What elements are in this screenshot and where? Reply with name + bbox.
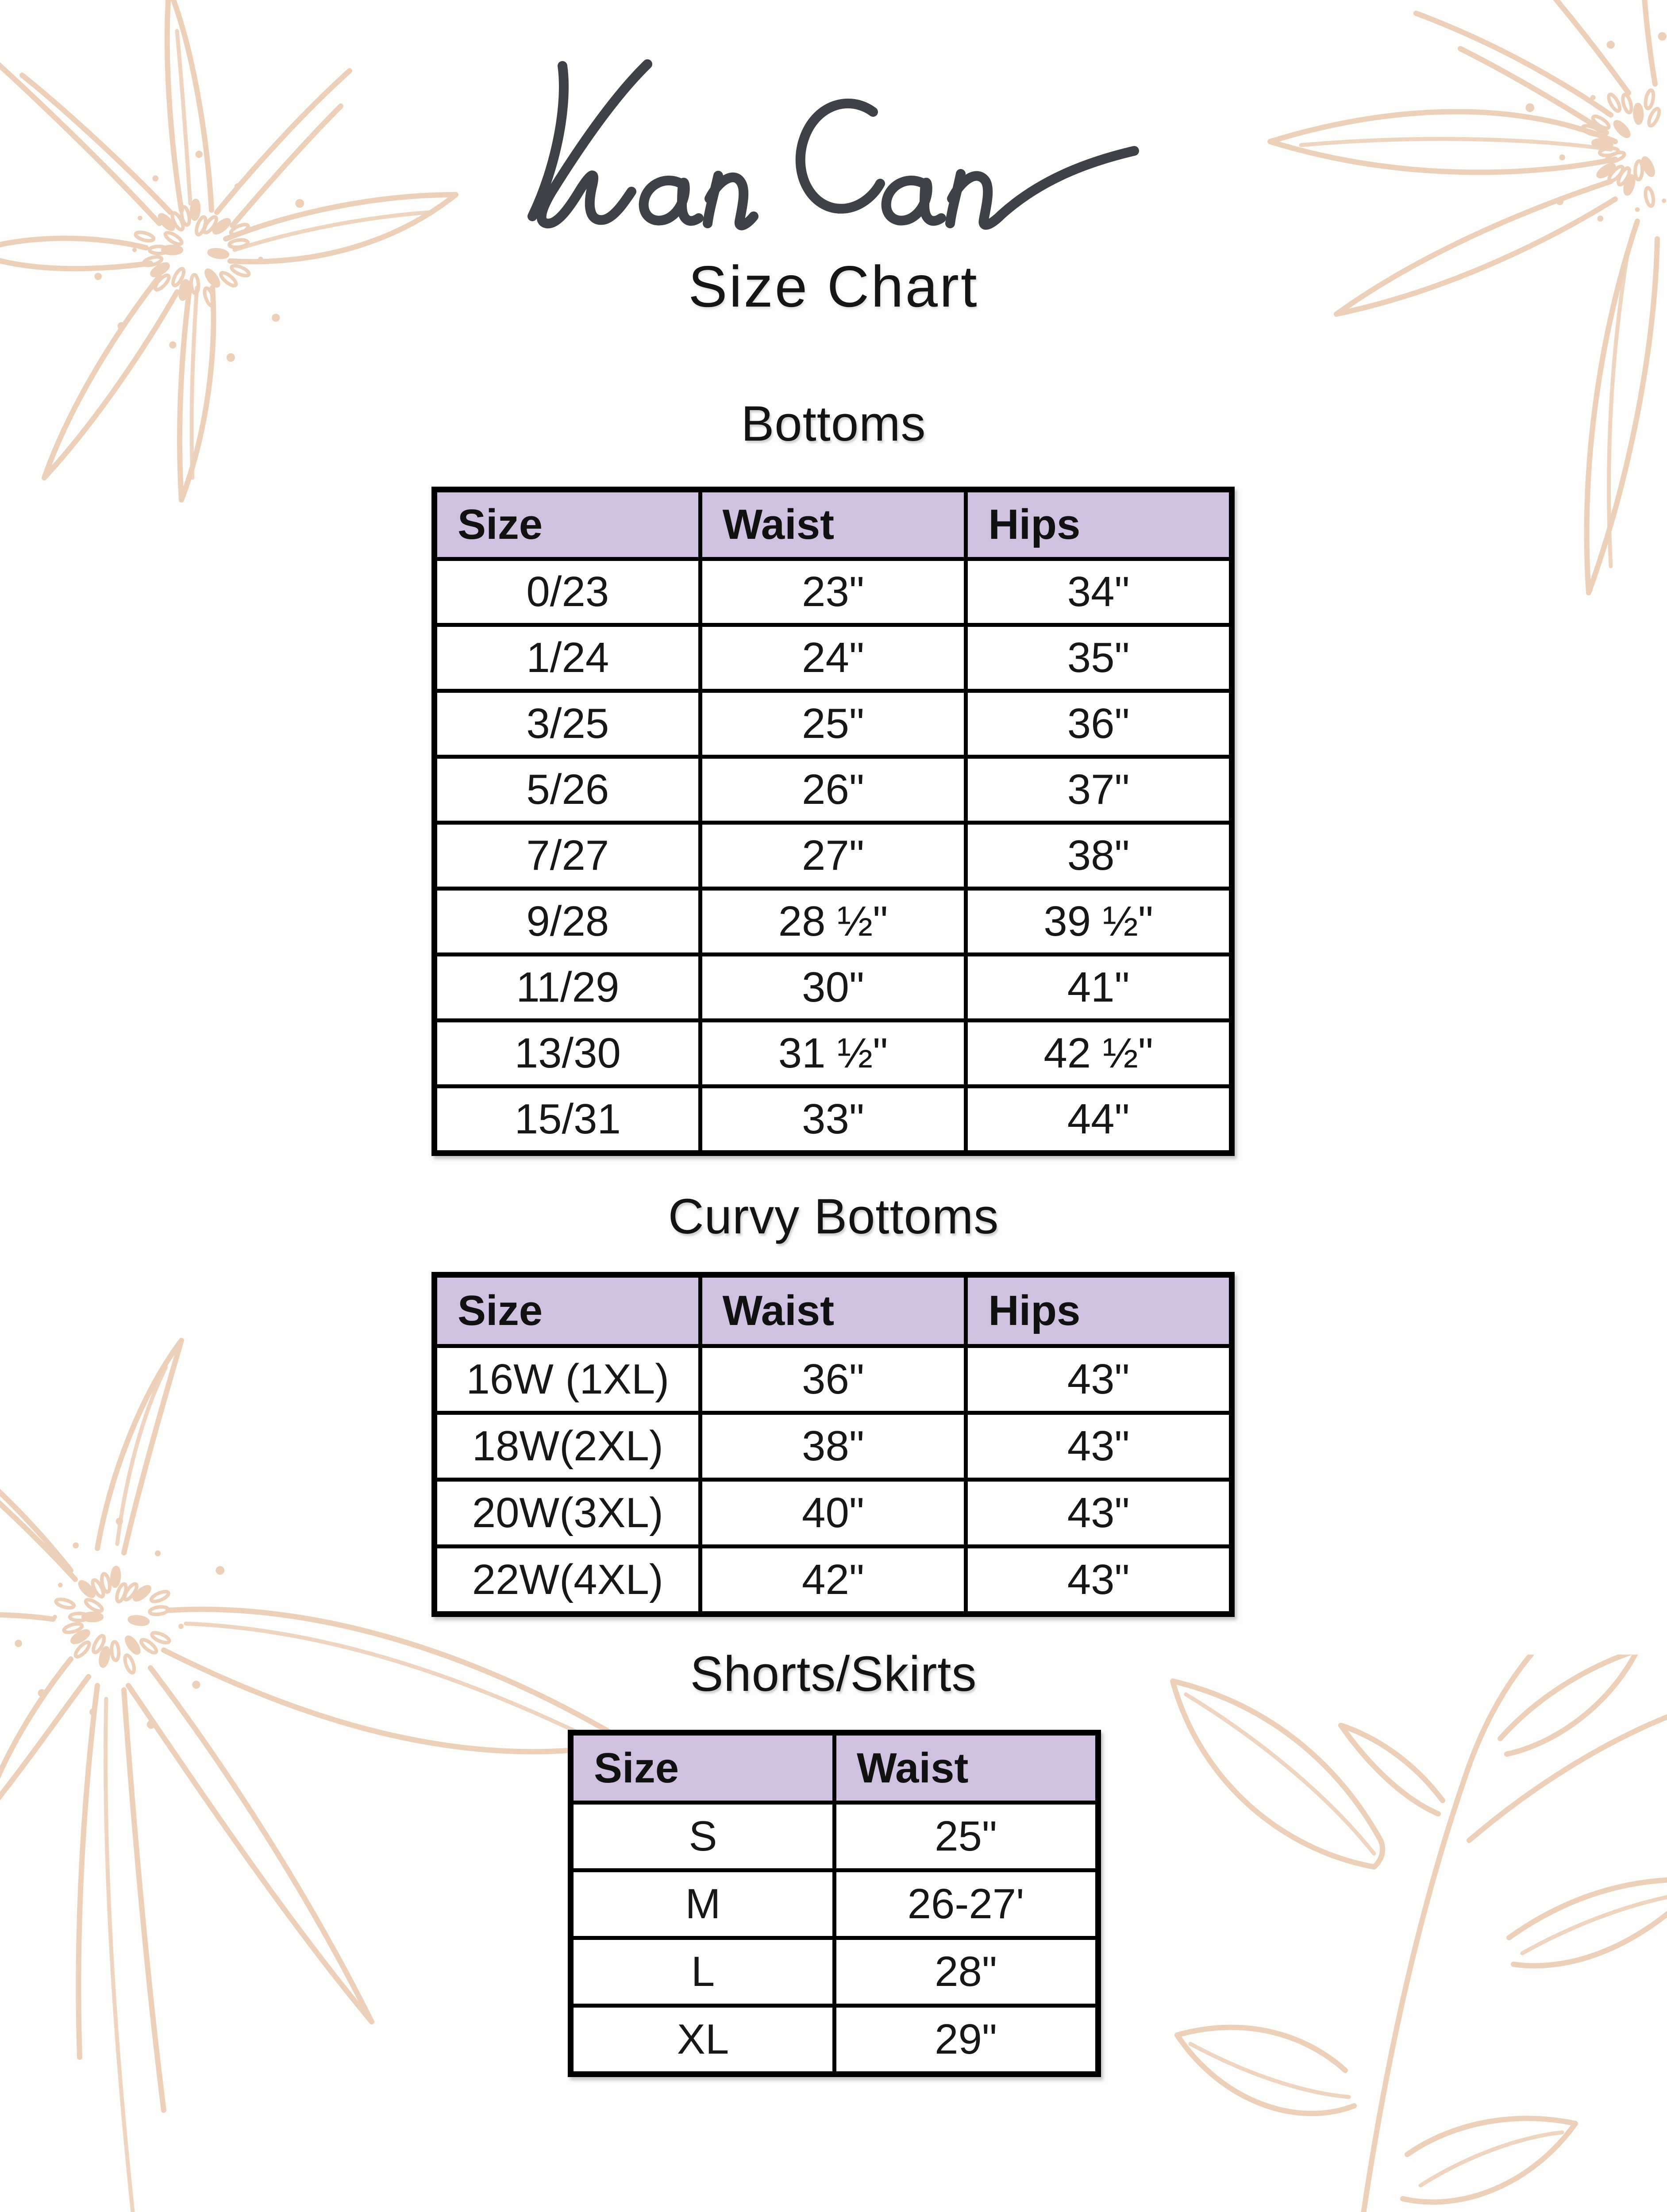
table-row bbox=[571, 1803, 1098, 1870]
table-row bbox=[435, 1547, 1232, 1614]
table-cell: 43" bbox=[966, 1413, 1232, 1480]
column-header: Waist bbox=[700, 490, 966, 559]
table-cell: 43" bbox=[966, 1346, 1232, 1413]
table-cell: 1/24 bbox=[435, 625, 701, 691]
table-cell: 36" bbox=[966, 691, 1232, 757]
table-cell: 15/31 bbox=[435, 1087, 701, 1153]
stamens bbox=[1525, 32, 1666, 222]
table-row bbox=[435, 1480, 1232, 1547]
table-cell: S bbox=[571, 1803, 835, 1870]
table-row bbox=[435, 1087, 1232, 1153]
table-row bbox=[571, 1938, 1098, 2006]
flower-top-right-decoration bbox=[1168, 0, 1667, 690]
table-cell: 42" bbox=[700, 1547, 966, 1614]
table-row bbox=[435, 1021, 1232, 1087]
table-row bbox=[571, 2006, 1098, 2074]
section-title-curvy-bottoms: Curvy Bottoms bbox=[668, 1189, 999, 1244]
table-row bbox=[435, 1346, 1232, 1413]
table-cell: 22W(4XL) bbox=[435, 1547, 701, 1614]
curvy-bottoms-table bbox=[431, 1272, 1235, 1617]
section-title-shorts-skirts: Shorts/Skirts bbox=[690, 1646, 977, 1701]
table-cell: 30" bbox=[700, 955, 966, 1021]
page-title: Size Chart bbox=[688, 254, 979, 319]
table-cell: 26" bbox=[700, 757, 966, 823]
table-cell: 44" bbox=[966, 1087, 1232, 1153]
bottoms-table bbox=[431, 487, 1235, 1156]
kancan-logo bbox=[506, 57, 1161, 234]
table-cell: 20W(3XL) bbox=[435, 1480, 701, 1547]
column-header: Hips bbox=[966, 490, 1232, 559]
table-cell: XL bbox=[571, 2006, 835, 2074]
table-cell: 24" bbox=[700, 625, 966, 691]
table-row bbox=[435, 955, 1232, 1021]
table-row bbox=[435, 889, 1232, 955]
table-row bbox=[571, 1870, 1098, 1938]
header-row bbox=[435, 490, 1232, 559]
table-cell: 34" bbox=[966, 559, 1232, 625]
table-cell: 23" bbox=[700, 559, 966, 625]
table-cell: 35" bbox=[966, 625, 1232, 691]
section-title-bottoms: Bottoms bbox=[741, 396, 926, 451]
column-header: Waist bbox=[835, 1733, 1098, 1803]
table-cell: 38" bbox=[700, 1413, 966, 1480]
leaves bbox=[1173, 1655, 1667, 2212]
column-header: Size bbox=[571, 1733, 835, 1803]
table-cell: 25" bbox=[700, 691, 966, 757]
shorts-skirts-table bbox=[568, 1730, 1101, 2077]
logo-strokes bbox=[532, 64, 1134, 226]
table-row bbox=[435, 559, 1232, 625]
table-cell: 26-27' bbox=[835, 1870, 1098, 1938]
table-cell: 38" bbox=[966, 823, 1232, 889]
table-cell: 33" bbox=[700, 1087, 966, 1153]
table-cell: 5/26 bbox=[435, 757, 701, 823]
table-cell: 16W (1XL) bbox=[435, 1346, 701, 1413]
table-cell: 25" bbox=[835, 1803, 1098, 1870]
table-cell: 37" bbox=[966, 757, 1232, 823]
table-cell: L bbox=[571, 1938, 835, 2006]
table-cell: 29" bbox=[835, 2006, 1098, 2074]
column-header: Size bbox=[435, 490, 701, 559]
table-row bbox=[435, 823, 1232, 889]
table-row bbox=[435, 691, 1232, 757]
table-cell: 28" bbox=[835, 1938, 1098, 2006]
table-cell: 3/25 bbox=[435, 691, 701, 757]
leaf-branch-bottom-right-decoration bbox=[1133, 1655, 1667, 2212]
table-cell: 18W(2XL) bbox=[435, 1413, 701, 1480]
table-row bbox=[435, 757, 1232, 823]
table-cell: 42 ½" bbox=[966, 1021, 1232, 1087]
table-cell: 11/29 bbox=[435, 955, 701, 1021]
table-cell: 28 ½" bbox=[700, 889, 966, 955]
table-cell: 9/28 bbox=[435, 889, 701, 955]
column-header: Waist bbox=[700, 1275, 966, 1346]
table-row bbox=[435, 1413, 1232, 1480]
table-cell: 43" bbox=[966, 1480, 1232, 1547]
table-row bbox=[435, 625, 1232, 691]
column-header: Size bbox=[435, 1275, 701, 1346]
header-row bbox=[571, 1733, 1098, 1803]
table-cell: 13/30 bbox=[435, 1021, 701, 1087]
table-cell: 0/23 bbox=[435, 559, 701, 625]
table-cell: 31 ½" bbox=[700, 1021, 966, 1087]
table-cell: 7/27 bbox=[435, 823, 701, 889]
table-cell: 27" bbox=[700, 823, 966, 889]
column-header: Hips bbox=[966, 1275, 1232, 1346]
table-cell: 41" bbox=[966, 955, 1232, 1021]
table-cell: 39 ½" bbox=[966, 889, 1232, 955]
header-row bbox=[435, 1275, 1232, 1346]
table-cell: 40" bbox=[700, 1480, 966, 1547]
table-cell: 36" bbox=[700, 1346, 966, 1413]
table-cell: M bbox=[571, 1870, 835, 1938]
table-cell: 43" bbox=[966, 1547, 1232, 1614]
